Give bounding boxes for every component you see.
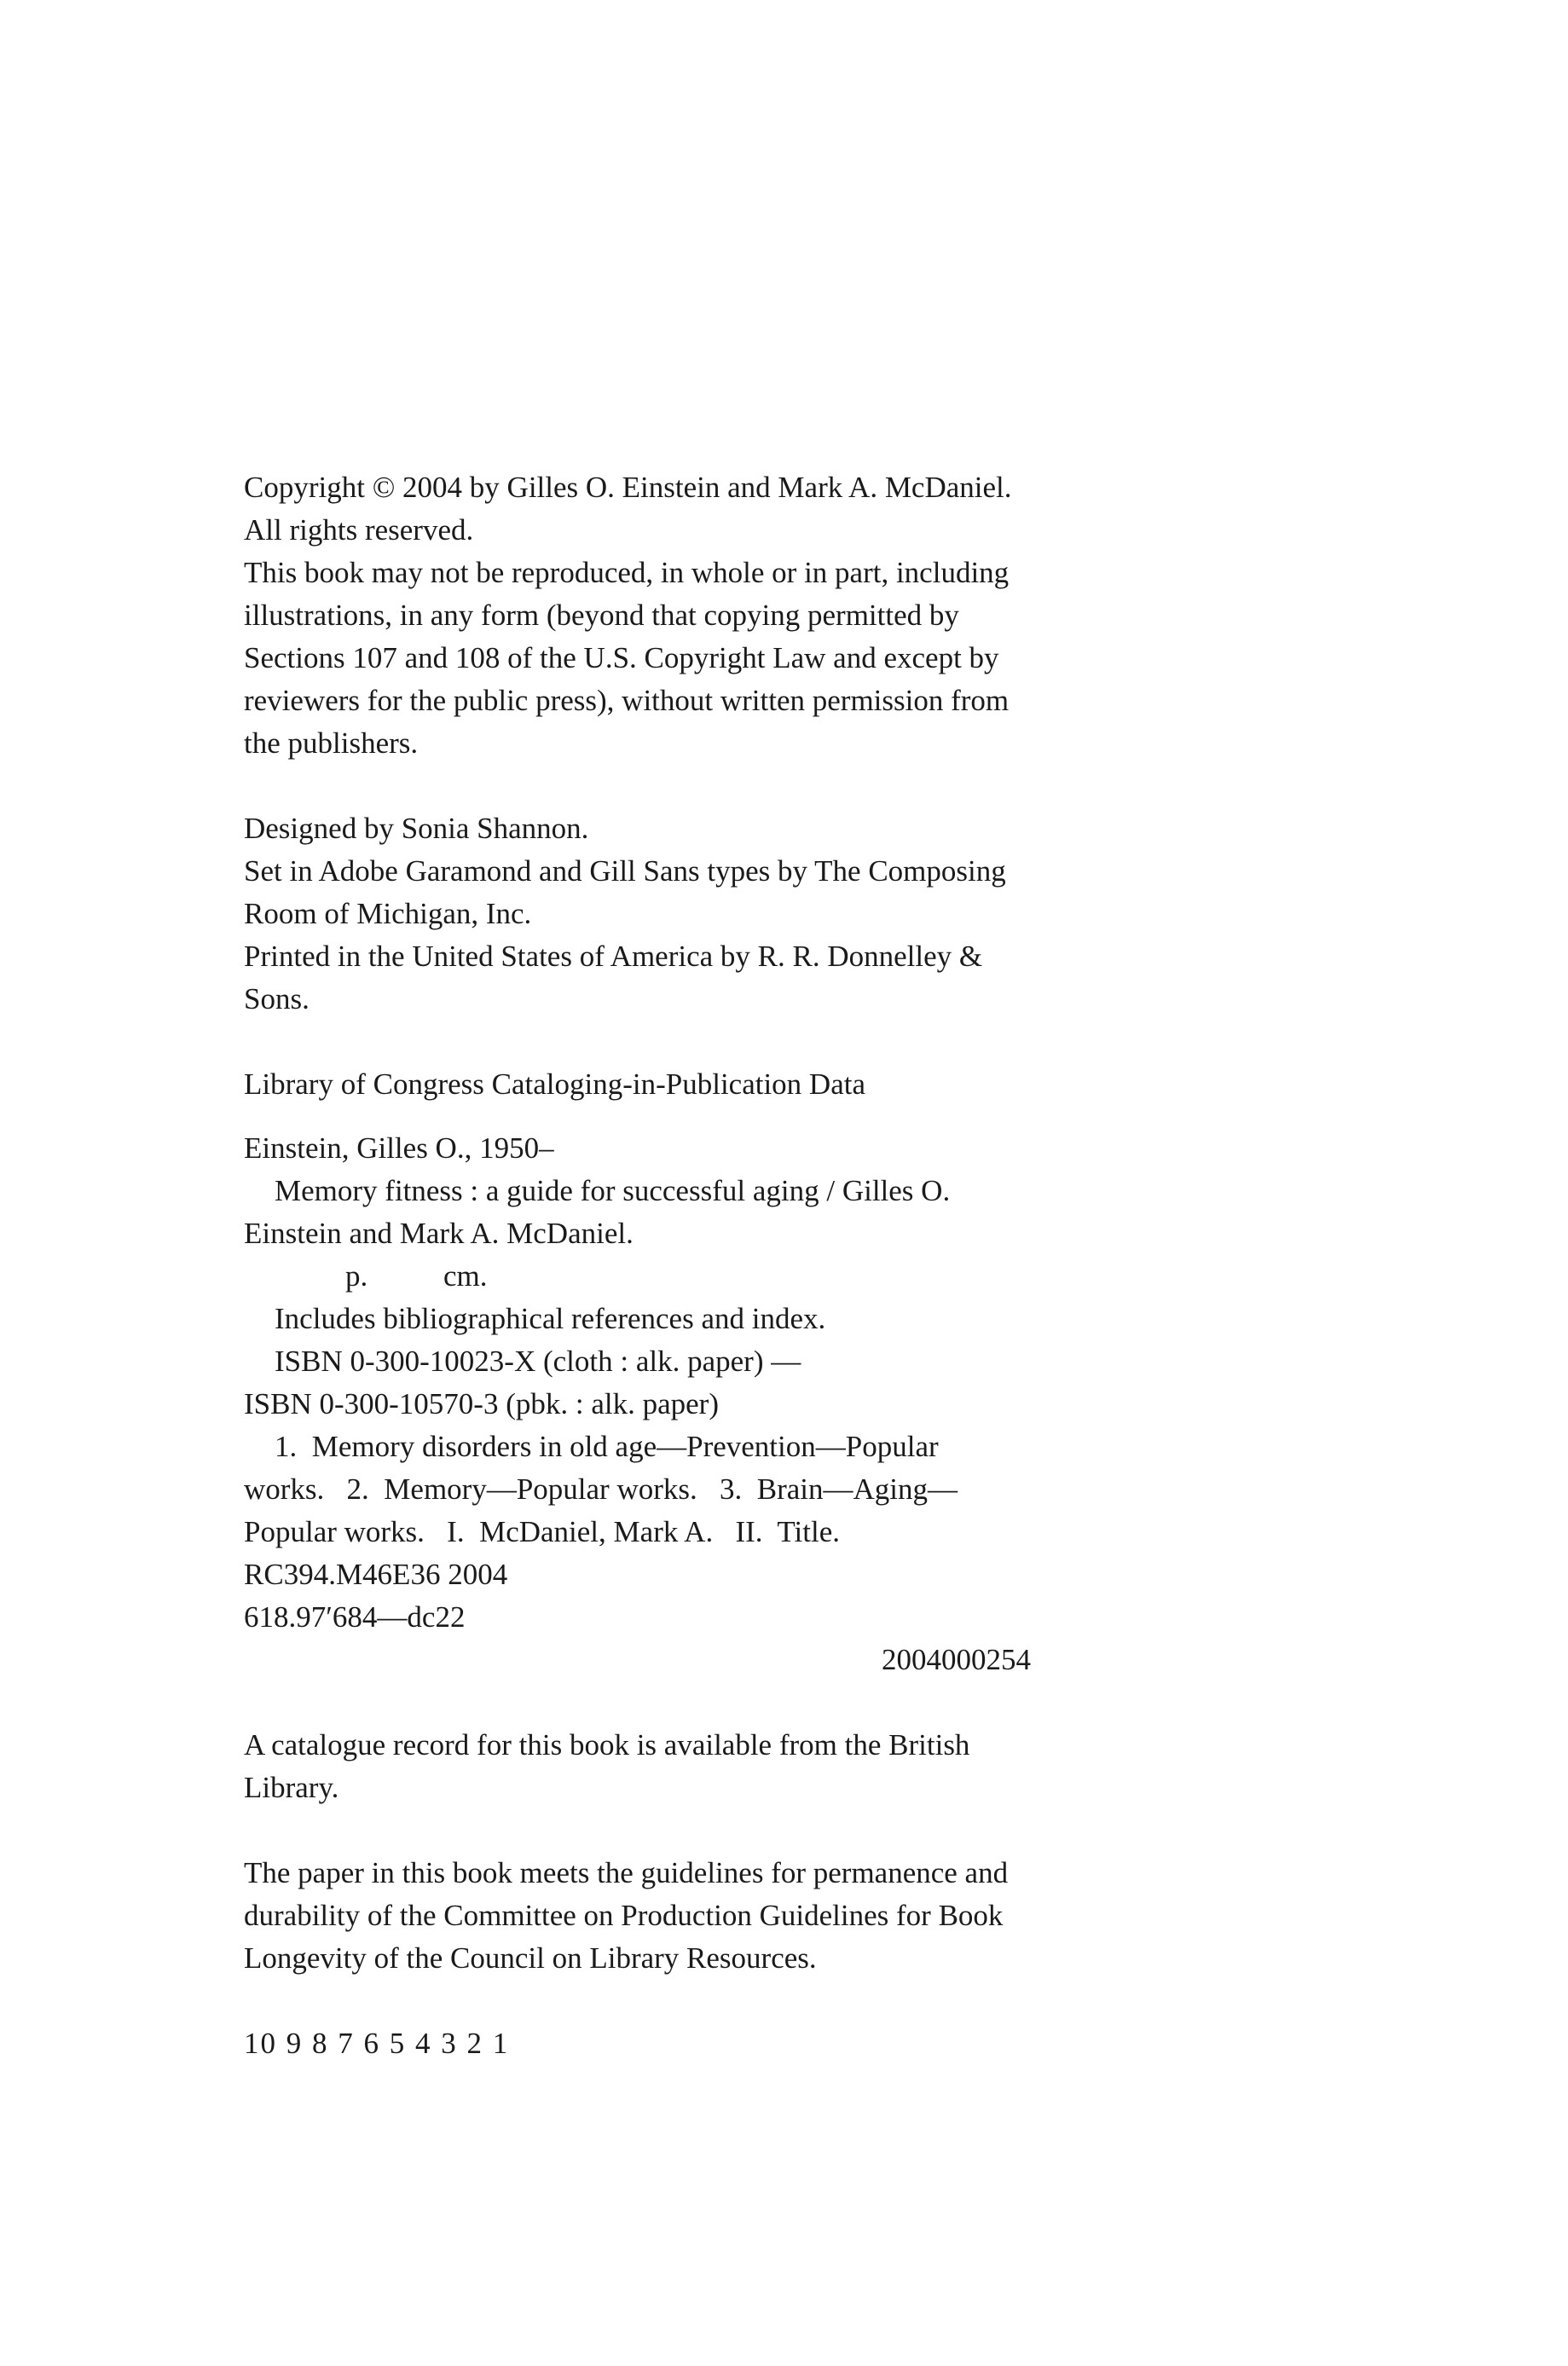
printer-line-2: Sons. <box>244 982 310 1015</box>
notice-line-5: the publishers. <box>244 726 419 760</box>
cip-isbn-line-1: ISBN 0-300-10023-X (cloth : alk. paper) — <box>275 1345 801 1378</box>
cip-isbn-line-2: ISBN 0-300-10570-3 (pbk. : alk. paper) <box>244 1387 719 1420</box>
paper-line-1: The paper in this book meets the guidelines for permanence and <box>244 1856 1009 1889</box>
cip-lccn: 2004000254 <box>882 1643 1031 1676</box>
notice-line-2: illustrations, in any form (beyond that copying permitted by <box>244 599 959 632</box>
notice-line-1: This book may not be reproduced, in whole or in part, including <box>244 556 1010 589</box>
cip-pages-abbr: p. <box>345 1259 368 1293</box>
notice-line-4: reviewers for the public press), without written permission from <box>244 684 1010 717</box>
cip-cm-abbr: cm. <box>443 1259 488 1293</box>
paper-line-2: durability of the Committee on Production Guidelines for Book <box>244 1899 1004 1932</box>
cip-call-number: RC394.M46E36 2004 <box>244 1558 508 1591</box>
cip-title-line-1: Memory fitness : a guide for successful aging / Gilles O. <box>275 1174 951 1207</box>
paper-line-3: Longevity of the Council on Library Resources. <box>244 1941 817 1975</box>
cip-subject-line-2: works. 2. Memory—Popular works. 3. Brain—Aging— <box>244 1472 958 1506</box>
cip-heading: Library of Congress Cataloging-in-Publication Data <box>244 1067 866 1101</box>
rights-reserved-line: All rights reserved. <box>244 513 474 547</box>
typeset-line-1: Set in Adobe Garamond and Gill Sans types by The Composing <box>244 854 1006 888</box>
cip-dewey: 618.97′684—dc22 <box>244 1600 466 1634</box>
british-library-line-2: Library. <box>244 1771 339 1804</box>
cip-author: Einstein, Gilles O., 1950– <box>244 1131 554 1165</box>
cip-subject-line-1: 1. Memory disorders in old age—Prevention—Popular <box>275 1430 939 1463</box>
typeset-line-2: Room of Michigan, Inc. <box>244 897 532 930</box>
cip-includes: Includes bibliographical references and index. <box>275 1302 826 1335</box>
cip-title-line-2: Einstein and Mark A. McDaniel. <box>244 1217 634 1250</box>
printer-line-1: Printed in the United States of America by R. R. Donnelley & <box>244 940 983 973</box>
british-library-line-1: A catalogue record for this book is available from the British <box>244 1728 970 1761</box>
copyright-line: Copyright © 2004 by Gilles O. Einstein and Mark A. McDaniel. <box>244 471 1012 504</box>
printing-number-line: 10 9 8 7 6 5 4 3 2 1 <box>244 2027 510 2060</box>
designer-line: Designed by Sonia Shannon. <box>244 812 589 845</box>
cip-subject-line-3: Popular works. I. McDaniel, Mark A. II. Title. <box>244 1515 840 1548</box>
notice-line-3: Sections 107 and 108 of the U.S. Copyright Law and except by <box>244 641 999 674</box>
